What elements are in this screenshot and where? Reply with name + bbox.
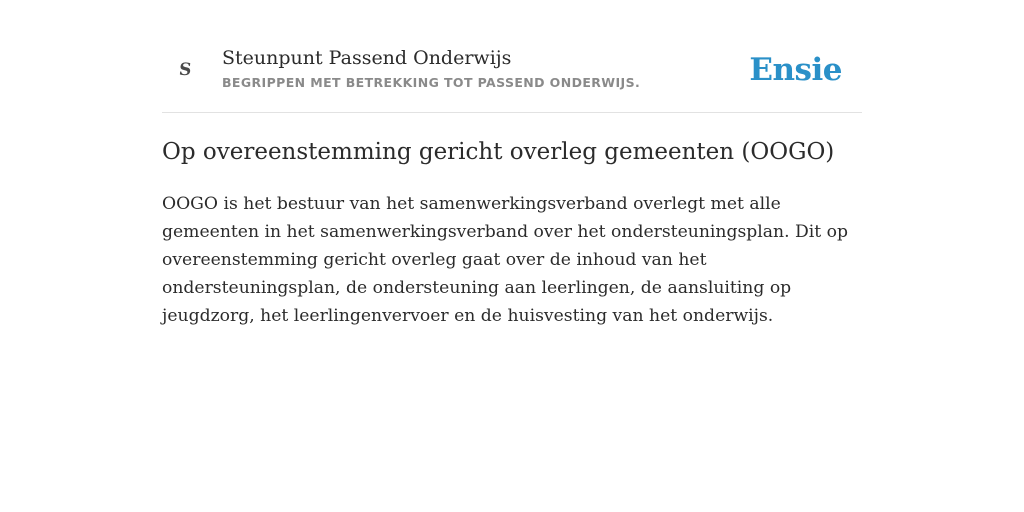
article-body: OOGO is het bestuur van het samenwerkingsverband overlegt met alle gemeenten in het samenwerkingsverband over het ondersteuningsplan. Dit op overeenstemming gericht overleg gaat over de inhoud van het ondersteuningsplan, de ondersteuning aan leerlingen, de aansluiting op jeugdzorg, het leerlingenvervoer en de huisvesting van het onderwijs. (162, 194, 849, 326)
article-title: Op overeenstemming gericht overleg gemeenten (OOGO) (162, 139, 835, 165)
content-container (162, 0, 862, 326)
site-logo[interactable]: S (177, 60, 193, 80)
site-title-link[interactable]: Steunpunt Passend Onderwijs (222, 47, 512, 69)
ensie-logo-link[interactable]: Ensie (749, 52, 842, 88)
site-subtitle: BEGRIPPEN MET BETREKKING TOT PASSEND ONDERWIJS. (222, 75, 641, 90)
page-header (162, 0, 862, 113)
